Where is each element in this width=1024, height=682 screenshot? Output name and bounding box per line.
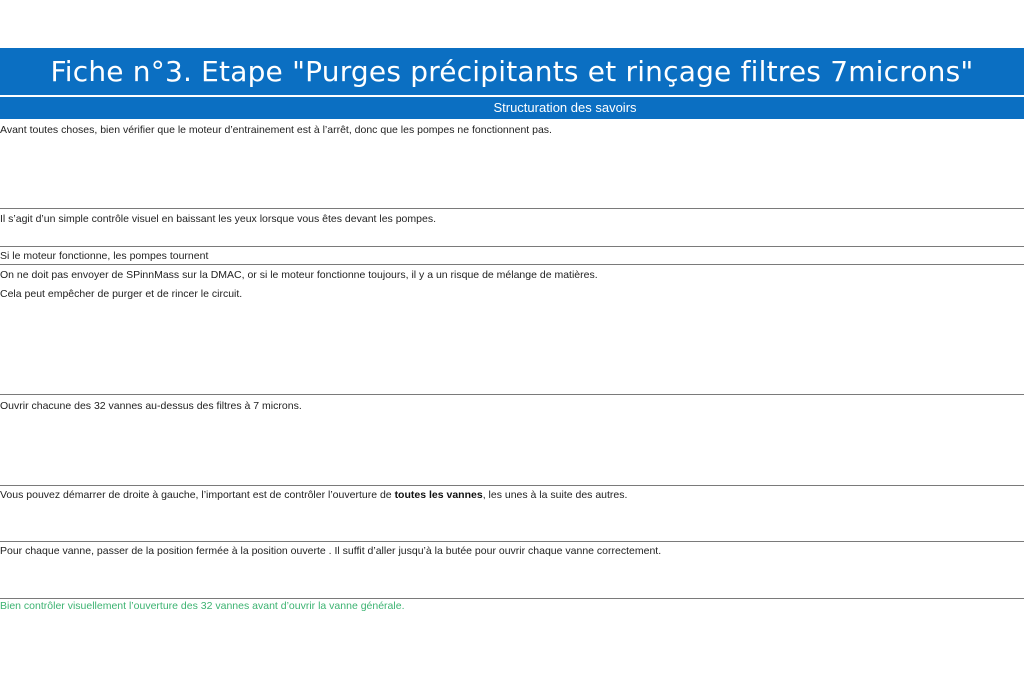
table-row [0, 599, 1024, 639]
title-bar [0, 48, 1024, 95]
table-row [0, 209, 1024, 247]
emphasis-text: toutes les vannes [394, 489, 483, 501]
table-row [0, 121, 1024, 209]
row-text: Ouvrir chacune des 32 vannes au-dessus des filtres à 7 microns. [0, 400, 302, 412]
table-row [0, 542, 1024, 599]
row-text-part: Vous pouvez démarrer de droite à gauche, l’important est de contrôler l’ouverture de [0, 489, 395, 501]
row-text: Cela peut empêcher de purger et de rincer le circuit. [0, 288, 243, 300]
highlight-note: Bien contrôler visuellement l’ouverture des 32 vannes avant d’ouvrir la vanne générale. [0, 600, 405, 612]
subtitle-bar [0, 97, 1024, 119]
row-text-part: , les unes à la suite des autres. [482, 489, 628, 501]
table-row [0, 265, 1024, 395]
table-row [0, 395, 1024, 486]
table-row [0, 486, 1024, 542]
page-title: Fiche n°3. Etape "Purges précipitants et rinçage filtres 7microns" [50, 55, 974, 88]
table-row [0, 247, 1024, 265]
row-text [0, 489, 627, 501]
row-text: Si le moteur fonctionne, les pompes tournent [0, 250, 209, 262]
row-text: Il s’agit d’un simple contrôle visuel en baissant les yeux lorsque vous êtes devant les pompes. [0, 213, 436, 225]
row-text: Avant toutes choses, bien vérifier que le moteur d’entrainement est à l’arrêt, donc que les pompes ne fonctionnent pas. [0, 124, 552, 136]
row-text: On ne doit pas envoyer de SPinnMass sur la DMAC, or si le moteur fonctionne toujours, il y a un risque de mélange de matières. [0, 269, 598, 281]
section-subtitle: Structuration des savoirs [493, 100, 637, 115]
row-text: Pour chaque vanne, passer de la position fermée à la position ouverte . Il suffit d’aller jusqu’à la butée pour ouvrir chaque vanne correctement. [0, 545, 662, 557]
